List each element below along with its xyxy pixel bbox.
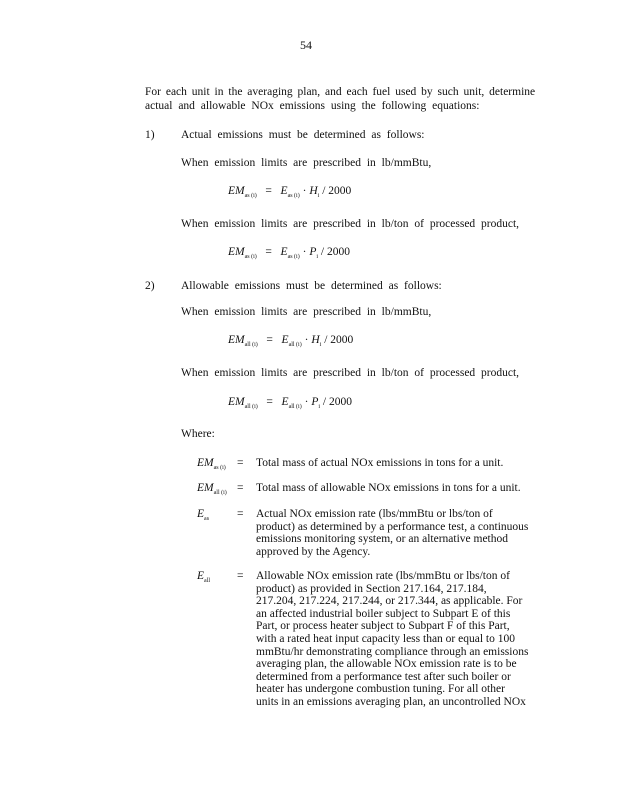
definition-term: $EM_{all (i)}$ [197, 482, 227, 496]
equation-actual-mmbtu: $EM_{as (i)}$ = $E_{as (i)} \cdot H_i / 2000$ [228, 185, 352, 199]
definition-equals: = [237, 482, 244, 494]
definition-text: Allowable NOx emission rate (lbs/mmBtu or lbs/ton of product) as provided in Section 217.164, 217.184, 217.204, 217.224, 217.244, or 217.344, as applicable. For an affected industrial boiler subject to Subpart E of this Part, or process heater subject to Subpart F of this Part, with a rated heat input capacity less than or equal to 100 mmBtu/hr demonstrating compliance through an emissions averaging plan, the allowable NOx emission rate is to be determined from a performance test after such boiler or heater has undergone combustion tuning. For all other units in an emissions averaging plan, an uncontrolled NOx [256, 570, 529, 708]
definition-text: Total mass of actual NOx emissions in tons for a unit. [256, 457, 504, 469]
definition-equals: = [237, 570, 244, 582]
item-number: 1) [145, 129, 155, 141]
item-number: 2) [145, 280, 155, 292]
definition-text: Total mass of allowable NOx emissions in tons for a unit. [256, 482, 521, 494]
equation-actual-ton: $EM_{as (i)}$ = $E_{as (i)} \cdot P_i / 2000$ [228, 246, 350, 260]
condition-text: When emission limits are prescribed in lb/mmBtu, [181, 306, 432, 318]
condition-text: When emission limits are prescribed in lb/mmBtu, [181, 157, 432, 169]
definition-term: $E_{as}$ [197, 508, 210, 522]
page-number: 54 [300, 38, 312, 52]
equation-allowable-mmbtu: $EM_{all (i)}$ = $E_{all (i)} \cdot H_i / 2000$ [228, 334, 354, 348]
definition-equals: = [237, 508, 244, 520]
definition-text: Actual NOx emission rate (lbs/mmBtu or lbs/ton of product) as determined by a performance test, a continuous emissions monitoring system, or an alternative method approved by the Agency. [256, 508, 529, 558]
item-heading: Actual emissions must be determined as follows: [181, 129, 425, 141]
condition-text: When emission limits are prescribed in lb/ton of processed product, [181, 218, 520, 230]
definition-term: $E_{all}$ [197, 570, 211, 584]
condition-text: When emission limits are prescribed in lb/ton of processed product, [181, 367, 520, 379]
where-label: Where: [181, 428, 215, 440]
definition-term: $EM_{as (i)}$ [197, 457, 226, 471]
intro-line: actual and allowable NOx emissions using the following equations: [145, 100, 480, 112]
intro-line: For each unit in the averaging plan, and each fuel used by such unit, determine [145, 86, 536, 98]
equation-allowable-ton: $EM_{all (i)}$ = $E_{all (i)} \cdot P_i / 2000$ [228, 396, 352, 410]
item-heading: Allowable emissions must be determined as follows: [181, 280, 442, 292]
definition-equals: = [237, 457, 244, 469]
